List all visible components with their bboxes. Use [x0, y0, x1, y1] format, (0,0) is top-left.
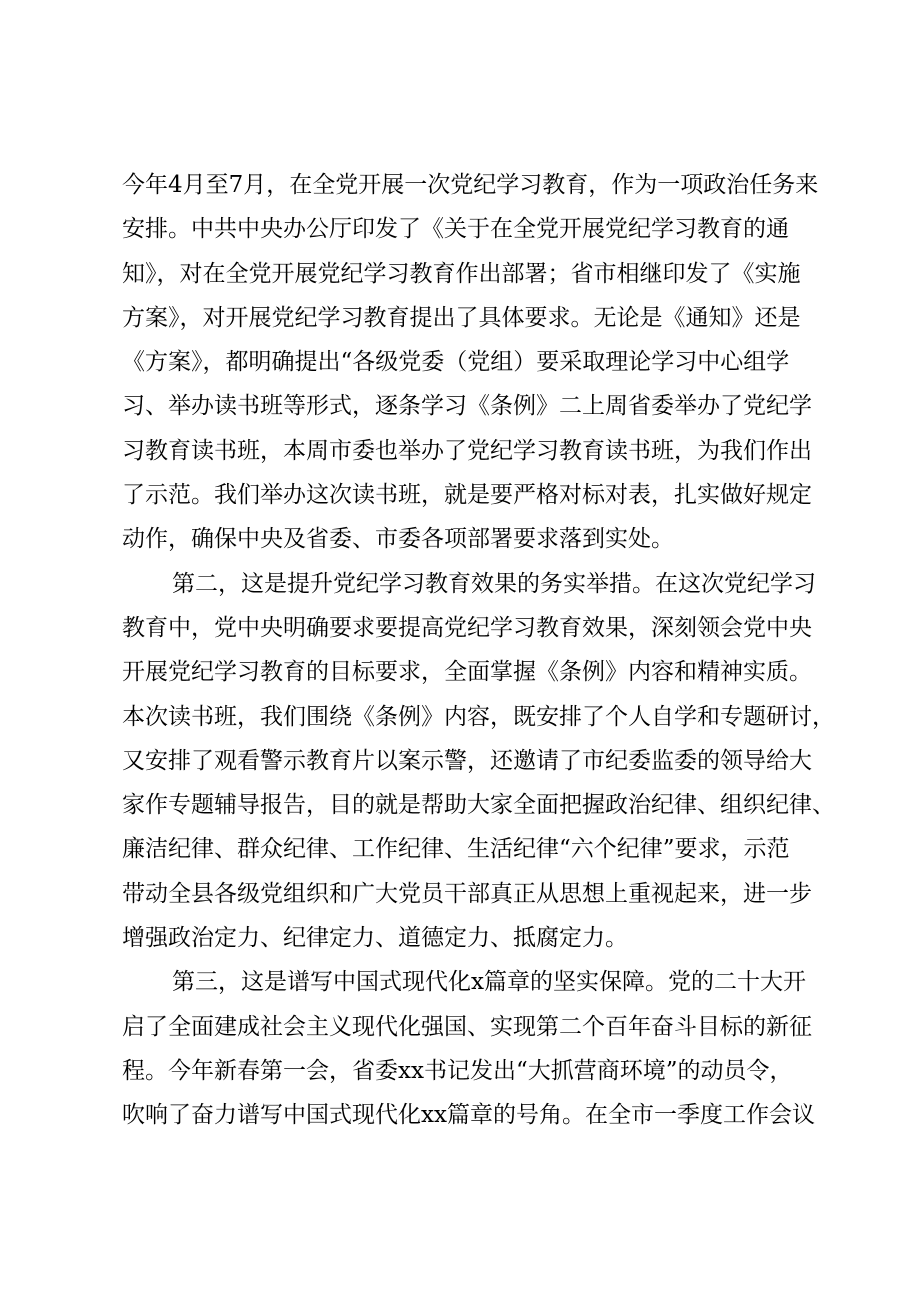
- text-line: 增强政治定力、纪律定力、道德定力、抵腐定力。: [122, 925, 628, 952]
- text-line: 家作专题辅导报告，目的就是帮助大家全面把握政治纪律、组织纪律、: [122, 792, 835, 819]
- text-line: 本次读书班，我们围绕《条例》内容，既安排了个人自学和专题研讨，: [122, 703, 835, 730]
- text-line: 第二，这是提升党纪学习教育效果的务实举措。在这次党纪学习: [172, 570, 816, 597]
- text-line: 又安排了观看警示教育片以案示警，还邀请了市纪委监委的领导给大: [122, 747, 812, 774]
- text-line: 吹响了奋力谱写中国式现代化xx篇章的号角。在全市一季度工作会议: [122, 1102, 815, 1129]
- text-line: 《方案》，都明确提出“各级党委（党组）要采取理论学习中心组学: [122, 349, 790, 376]
- text-line: 动作，确保中央及省委、市委各项部署要求落到实处。: [122, 526, 674, 553]
- text-line: 知》，对在全党开展党纪学习教育作出部署；省市相继印发了《实施: [122, 260, 801, 287]
- paragraph-3: [122, 960, 822, 1137]
- document-body: [122, 163, 835, 1138]
- text-line: 带动全县各级党组织和广大党员干部真正从思想上重视起来，进一步: [122, 880, 812, 907]
- text-line: 开展党纪学习教育的目标要求，全面掌握《条例》内容和精神实质。: [122, 659, 812, 686]
- text-line: 今年4月至7月，在全党开展一次党纪学习教育，作为一项政治任务来: [122, 172, 819, 198]
- text-line: 程。今年新春第一会，省委xx书记发出“大抓营商环境”的动员令，: [122, 1057, 793, 1084]
- text-line: 方案》，对开展党纪学习教育提出了具体要求。无论是《通知》还是: [122, 304, 801, 331]
- text-line: 第三，这是谱写中国式现代化x篇章的坚实保障。党的二十大开: [172, 969, 806, 996]
- text-line: 廉洁纪律、群众纪律、工作纪律、生活纪律“六个纪律”要求，示范: [122, 836, 790, 863]
- paragraph-2: [122, 562, 835, 961]
- paragraph-1: [122, 163, 822, 562]
- text-line: 启了全面建成社会主义现代化强国、实现第二个百年奋斗目标的新征: [122, 1013, 812, 1040]
- text-line: 了示范。我们举办这次读书班，就是要严格对标对表，扎实做好规定: [122, 482, 812, 509]
- text-line: 安排。中共中央办公厅印发了《关于在全党开展党纪学习教育的通: [122, 216, 789, 243]
- text-line: 教育中，党中央明确要求要提高党纪学习教育效果，深刻领会党中央: [122, 614, 812, 641]
- text-line: 习、举办读书班等形式，逐条学习《条例》二上周省委举办了党纪学: [122, 393, 812, 420]
- text-line: 习教育读书班，本周市委也举办了党纪学习教育读书班，为我们作出: [122, 437, 812, 464]
